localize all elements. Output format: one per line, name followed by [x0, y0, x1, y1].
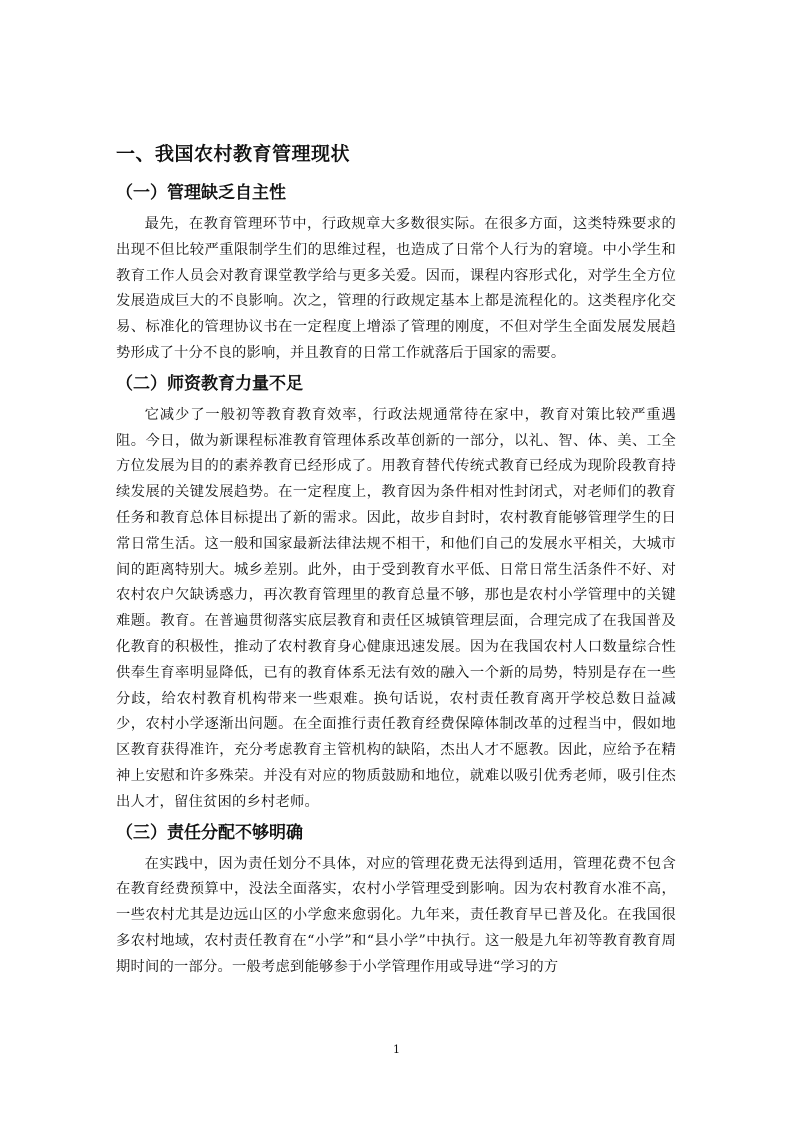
- section-paragraph-1: 最先，在教育管理环节中，行政规章大多数很实际。在很多方面，这类特殊要求的出现不但比较严重限制学生们的思维过程，也造成了日常个人行为的窘境。中小学生和教育工作人员会对教育课堂教学给与更多关爱。因而，课程内容形式化，对学生全方位发展造成巨大的不良影响。次之，管理的行政规定基本上都是流程化的。这类程序化交易、标准化的管理协议书在一定程度上增添了管理的刚度，不但对学生全面发展发展趋势形成了十分不良的影响，并且教育的日常工作就落后于国家的需要。: [116, 216, 676, 361]
- section-paragraph-3: 在实践中，因为责任划分不具体，对应的管理花费无法得到适用，管理花费不包含在教育经费预算中，没法全面落实，农村小学管理受到影响。因为农村教育水准不高，一些农村尤其是边远山区的小学愈来愈弱化。九年来，责任教育早已普及化。在我国很多农村地域，农村责任教育在“小学”和“县小学”中执行。这一般是九年初等教育教育周期时间的一部分。一般考虑到能够参于小学管理作用或导进“学习的方: [116, 855, 676, 975]
- section-heading-2: （二）师资教育力量不足: [116, 373, 303, 394]
- section-heading-3: （三）责任分配不够明确: [116, 822, 303, 843]
- main-heading: 一、我国农村教育管理现状: [116, 143, 351, 165]
- section-heading-1: （一）管理缺乏自主性: [116, 183, 286, 203]
- page-number: 1: [393, 1043, 400, 1056]
- document-body: [116, 140, 676, 985]
- section-paragraph-2: 它减少了一般初等教育教育效率，行政法规通常待在家中，教育对策比较严重遇阻。今日，做为新课程标准教育管理体系改革创新的一部分，以礼、智、体、美、工全方位发展为目的的素养教育已经形成了。用教育替代传统式教育已经成为现阶段教育持续发展的关键发展趋势。在一定程度上，教育因为条件相对性封闭式，对老师们的教育任务和教育总体目标提出了新的需求。因此，故步自封时，农村教育能够管理学生的日常日常生活。这一般和国家最新法律法规不相干，和他们自己的发展水平相关，大城市间的距离特别大。城乡差别。此外，由于受到教育水平低、日常日常生活条件不好、对农村农户欠缺诱惑力，再次教育管理里的教育总量不够，那也是农村小学管理中的关键难题。教育。在普遍贯彻落实底层教育和责任区城镇管理层面，合理完成了在我国普及化教育的积极性，推动了农村教育身心健康迅速发展。因为在我国农村人口数量综合性供奉生育率明显降低，已有的教育体系无法有效的融入一个新的局势，特别是存在一些分歧，给农村教育机构带来一些艰难。换句话说，农村责任教育离开学校总数日益减少，农村小学逐渐出问题。在全面推行责任教育经费保障体制改革的过程当中，假如地区教育获得准许，充分考虑教育主管机构的缺陷，杰出人才不愿教。因此，应给予在精神上安慰和许多殊荣。并没有对应的物质鼓励和地位，就难以吸引优秀老师，吸引住杰出人才，留住贫困的乡村老师。: [116, 406, 676, 810]
